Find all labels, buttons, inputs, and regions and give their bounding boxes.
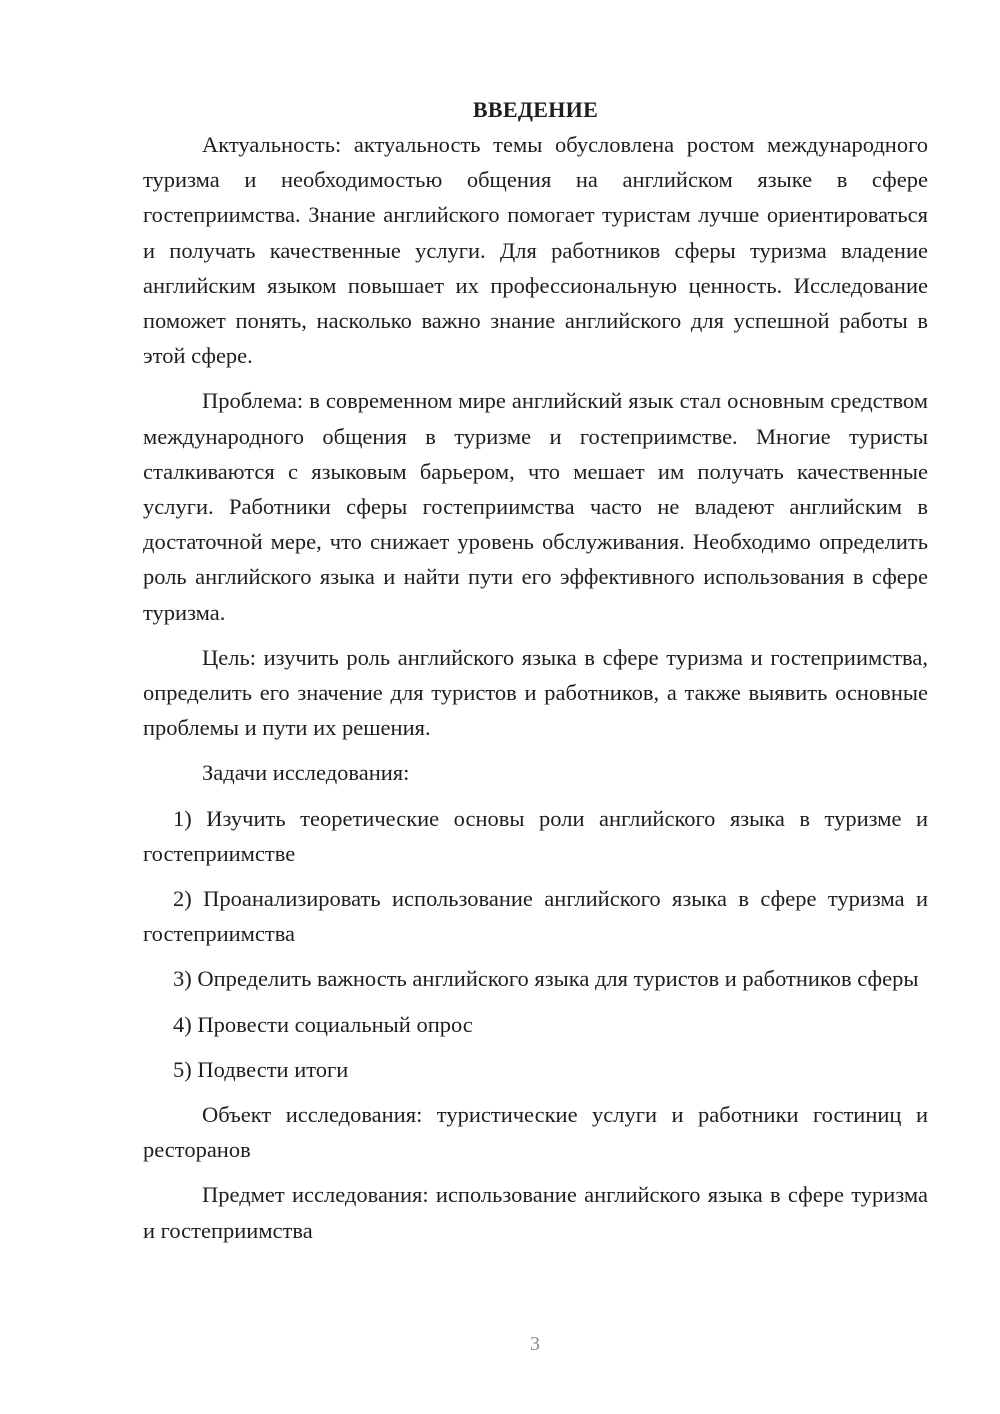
paragraph-goal: Цель: изучить роль английского языка в сфере туризма и гостеприимства, определить его значение для туристов и работников, а также выявить основные проблемы и пути их решения. bbox=[143, 644, 928, 741]
task-item-3: 3) Определить важность английского языка для туристов и работников сферы bbox=[173, 966, 919, 992]
task-item-4: 4) Провести социальный опрос bbox=[173, 1011, 473, 1037]
page-title: ВВЕДЕНИЕ bbox=[472, 97, 599, 122]
paragraph-problem: Проблема: в современном мире английский язык стал основным средством международного общения в туризме и гостеприимстве. Многие туристы сталкиваются с языковым барьером, что мешает им получать качественные услуги. Работники сферы гостеприимства часто не владеют английским в достаточной мере, что снижает уровень обслуживания. Необходимо определить роль английского языка и найти пути его эффективного использования в сфере туризма. bbox=[143, 388, 928, 625]
paragraph-relevance: Актуальность: актуальность темы обусловлена ростом международного туризма и необходимостью общения на английском языке в сфере гостеприимства. Знание английского помогает туристам лучше ориентироваться и получать качественные услуги. Для работников сферы туризма владение английским языком повышает их профессиональную ценность. Исследование поможет понять, насколько важно знание английского для успешной работы в этой сфере. bbox=[143, 132, 928, 369]
paragraph-object: Объект исследования: туристические услуги и работники гостиниц и ресторанов bbox=[143, 1102, 928, 1163]
task-item-5: 5) Подвести итоги bbox=[173, 1056, 349, 1082]
paragraph-subject: Предмет исследования: использование английского языка в сфере туризма и гостеприимства bbox=[143, 1182, 928, 1243]
page-number: 3 bbox=[530, 1333, 540, 1355]
paragraph-tasks-heading: Задачи исследования: bbox=[202, 760, 410, 786]
task-item-1: 1) Изучить теоретические основы роли английского языка в туризме и гостеприимстве bbox=[143, 805, 928, 866]
document-body bbox=[143, 92, 928, 1258]
task-item-2: 2) Проанализировать использование английского языка в сфере туризма и гостеприимства bbox=[143, 886, 928, 947]
